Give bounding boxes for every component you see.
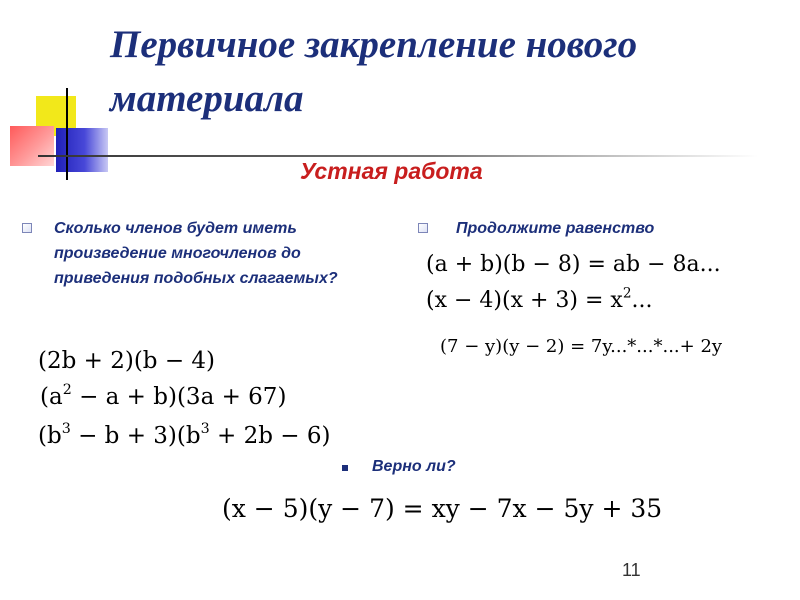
box-bullet-icon <box>22 223 32 233</box>
expression-2-exponent: 2 <box>62 382 72 399</box>
expression-3-part: − b + 3)(b <box>70 423 201 449</box>
expression-3-part: (b <box>38 423 62 449</box>
expression-2-part: − a + b)(3a + 67) <box>71 384 287 410</box>
equation-2-part: (x − 4)(x + 3) = x <box>426 288 623 313</box>
decor-vertical-line <box>66 88 68 180</box>
expression-2-part: (a <box>40 384 63 410</box>
equation-3 <box>440 336 722 357</box>
equation-check-text: (x − 5)(y − 7) = xy − 7x − 5y + 35 <box>222 494 663 523</box>
equation-check <box>222 494 662 523</box>
title-underline <box>38 155 758 157</box>
expression-3-part: + 2b − 6) <box>209 423 331 449</box>
expression-3-exponent: 3 <box>61 421 71 438</box>
decor-blue-square <box>56 128 108 172</box>
decor-red-square <box>10 126 54 166</box>
question-bottom-text: Верно ли? <box>372 458 456 475</box>
equation-2-part: ... <box>631 288 653 313</box>
slide-subtitle: Устная работа <box>300 158 483 184</box>
expression-3-exponent: 3 <box>200 421 210 438</box>
expression-3 <box>38 423 330 449</box>
question-right-text: Продолжите равенство <box>456 220 655 237</box>
question-left-text: Сколько членов будет иметь произведение многочленов до приведения подобных слагаемых? <box>54 220 338 287</box>
equation-1 <box>426 252 721 277</box>
equation-2-exponent: 2 <box>622 285 632 302</box>
equation-2 <box>426 285 653 313</box>
page-number: 11 <box>622 560 641 580</box>
expression-1-text: (2b + 2)(b − 4) <box>38 348 216 374</box>
slide-title: Первичное закрепление нового материала <box>110 23 638 120</box>
expression-2 <box>40 384 286 410</box>
equation-1-text: (a + b)(b − 8) = ab − 8a... <box>426 252 721 277</box>
equation-3-text: (7 − y)(y − 2) = 7y...*...*...+ 2y <box>440 336 723 357</box>
box-bullet-icon <box>418 223 428 233</box>
expression-1 <box>38 348 215 374</box>
square-bullet-icon <box>342 465 348 471</box>
